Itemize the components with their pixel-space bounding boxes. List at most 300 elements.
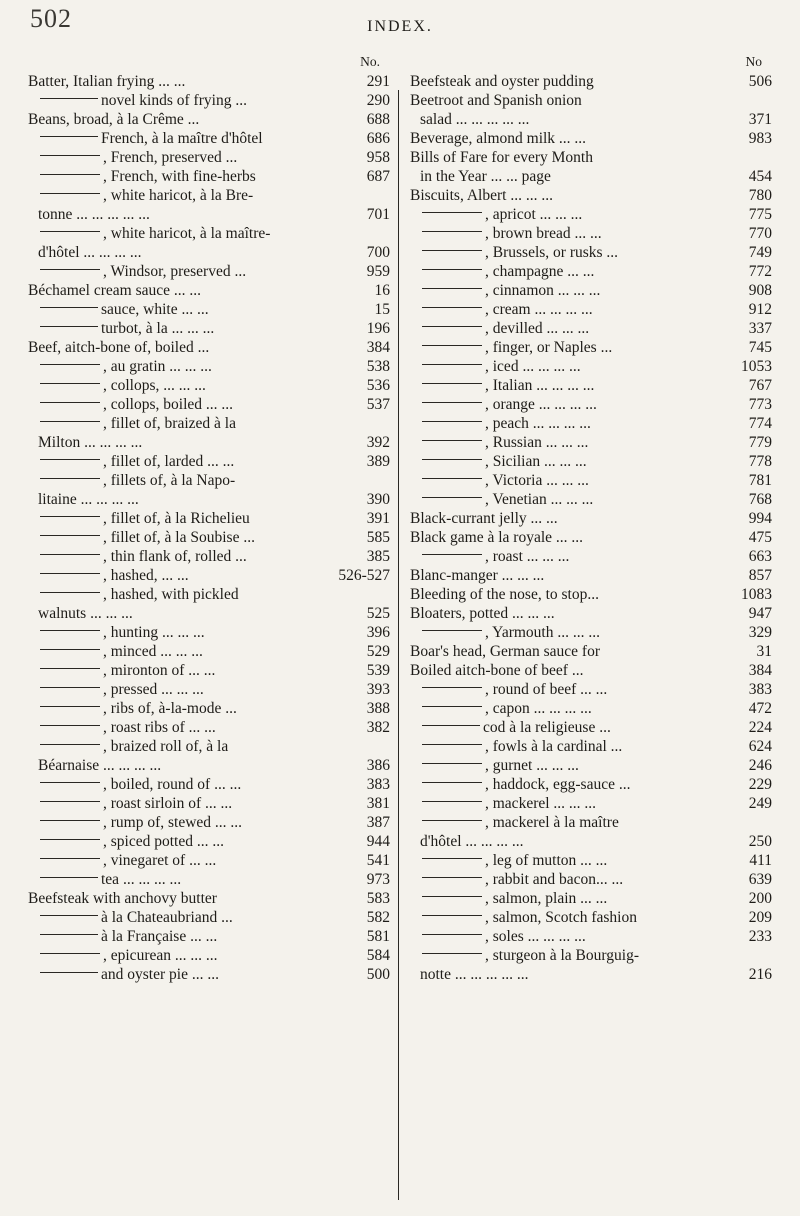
entry-number: 396 xyxy=(363,623,390,642)
entry-number: 393 xyxy=(363,680,390,699)
entry-number: 639 xyxy=(745,870,772,889)
index-entry xyxy=(410,509,772,528)
index-entry xyxy=(410,794,772,813)
entry-number: 229 xyxy=(745,775,772,794)
index-entry xyxy=(410,718,772,737)
entry-number: 391 xyxy=(363,509,390,528)
entry-number: 381 xyxy=(363,794,390,813)
entry-number: 624 xyxy=(745,737,772,756)
ditto-rule xyxy=(422,497,482,498)
entry-text: salad ... ... ... ... ... xyxy=(420,111,530,128)
entry-number: 31 xyxy=(753,642,773,661)
entry-text: , French, with fine-herbs xyxy=(103,168,256,185)
entry-number: 663 xyxy=(745,547,772,566)
entry-text: , haddock, egg-sauce ... xyxy=(485,776,631,793)
ditto-rule xyxy=(422,858,482,859)
entry-text: , sturgeon à la Bourguig- xyxy=(485,947,639,964)
entry-text: turbot, à la ... ... ... xyxy=(101,320,215,337)
entry-number: 780 xyxy=(745,186,772,205)
index-entry xyxy=(410,167,772,186)
index-entry xyxy=(28,395,390,414)
index-entry xyxy=(410,756,772,775)
entry-text: , French, preserved ... xyxy=(103,149,238,166)
index-entry xyxy=(28,946,390,965)
entry-number: 384 xyxy=(745,661,772,680)
entry-text: Beverage, almond milk ... ... xyxy=(410,130,587,147)
ditto-rule xyxy=(422,915,482,916)
entry-number: 196 xyxy=(363,319,390,338)
entry-text: , capon ... ... ... ... xyxy=(485,700,592,717)
ditto-rule xyxy=(422,763,482,764)
entry-number: 233 xyxy=(745,927,772,946)
entry-text: , spiced potted ... ... xyxy=(103,833,224,850)
entry-text: , hashed, with pickled xyxy=(103,586,239,603)
entry-text: litaine ... ... ... ... xyxy=(38,491,139,508)
index-entry xyxy=(410,110,772,129)
entry-number: 773 xyxy=(745,395,772,414)
entry-number: 200 xyxy=(745,889,772,908)
entry-text: d'hôtel ... ... ... ... xyxy=(38,244,142,261)
ditto-rule xyxy=(40,554,100,555)
entry-text: , boiled, round of ... ... xyxy=(103,776,242,793)
ditto-rule xyxy=(40,326,98,327)
index-entry xyxy=(410,832,772,851)
ditto-rule xyxy=(422,801,482,802)
index-entry xyxy=(410,737,772,756)
ditto-rule xyxy=(422,383,482,384)
entry-number: 688 xyxy=(363,110,390,129)
index-entry xyxy=(410,851,772,870)
ditto-rule xyxy=(422,744,482,745)
entry-text: , iced ... ... ... ... xyxy=(485,358,581,375)
index-entry xyxy=(28,832,390,851)
entry-number: 857 xyxy=(745,566,772,585)
index-entry xyxy=(28,110,390,129)
entry-number: 781 xyxy=(745,471,772,490)
index-column-right xyxy=(410,52,772,984)
entry-text: à la Française ... ... xyxy=(101,928,218,945)
index-entry xyxy=(410,224,772,243)
entry-text: , minced ... ... ... xyxy=(103,643,203,660)
ditto-rule xyxy=(40,478,100,479)
ditto-rule xyxy=(422,478,482,479)
entry-text: Béarnaise ... ... ... ... xyxy=(38,757,162,774)
entry-text: , champagne ... ... xyxy=(485,263,595,280)
entry-text: , collops, ... ... ... xyxy=(103,377,206,394)
index-entry xyxy=(28,851,390,870)
entry-text: , ribs of, à-la-mode ... xyxy=(103,700,237,717)
entry-number: 539 xyxy=(363,661,390,680)
entry-text: , salmon, plain ... ... xyxy=(485,890,608,907)
index-entry xyxy=(410,357,772,376)
entry-text: , soles ... ... ... ... xyxy=(485,928,586,945)
entry-number: 779 xyxy=(745,433,772,452)
entry-text: Boar's head, German sauce for xyxy=(410,643,601,660)
index-entry xyxy=(410,452,772,471)
entry-text: , au gratin ... ... ... xyxy=(103,358,212,375)
entry-text: Beetroot and Spanish onion xyxy=(410,92,582,109)
ditto-rule xyxy=(40,877,98,878)
index-entries-left xyxy=(28,72,390,984)
entry-text: tonne ... ... ... ... ... xyxy=(38,206,150,223)
entry-text: , round of beef ... ... xyxy=(485,681,608,698)
entry-number: 16 xyxy=(371,281,391,300)
index-entry xyxy=(28,186,390,205)
index-entry xyxy=(410,946,772,965)
index-entry xyxy=(410,319,772,338)
entry-number: 337 xyxy=(745,319,772,338)
running-head: INDEX. xyxy=(367,18,433,35)
index-entry xyxy=(410,91,772,110)
entry-number: 506 xyxy=(745,72,772,91)
index-entry xyxy=(28,262,390,281)
index-entry xyxy=(410,262,772,281)
index-entry xyxy=(410,490,772,509)
ditto-rule xyxy=(40,744,100,745)
entry-number: 291 xyxy=(363,72,390,91)
ditto-rule xyxy=(40,364,100,365)
ditto-rule xyxy=(40,782,100,783)
ditto-rule xyxy=(422,630,482,631)
entry-text: Beefsteak with anchovy butter xyxy=(28,890,217,907)
index-entry xyxy=(28,661,390,680)
ditto-rule xyxy=(422,250,482,251)
entry-text: , mironton of ... ... xyxy=(103,662,216,679)
entry-text: , Windsor, preserved ... xyxy=(103,263,247,280)
ditto-rule xyxy=(422,307,482,308)
entry-number: 687 xyxy=(363,167,390,186)
ditto-rule xyxy=(40,858,100,859)
entry-text: Batter, Italian frying ... ... xyxy=(28,73,186,90)
index-entry xyxy=(28,490,390,509)
index-entry xyxy=(28,718,390,737)
entry-number: 392 xyxy=(363,433,390,452)
entry-number: 224 xyxy=(745,718,772,737)
entry-number: 329 xyxy=(745,623,772,642)
ditto-rule xyxy=(40,155,100,156)
entry-number: 1083 xyxy=(737,585,772,604)
entry-text: , hunting ... ... ... xyxy=(103,624,205,641)
index-entry xyxy=(28,585,390,604)
entry-text: , fillet of, larded ... ... xyxy=(103,453,235,470)
ditto-rule xyxy=(422,288,482,289)
entry-number: 775 xyxy=(745,205,772,224)
entry-text: , apricot ... ... ... xyxy=(485,206,583,223)
entry-number: 390 xyxy=(363,490,390,509)
index-entry xyxy=(410,604,772,623)
entry-text: , vinegaret of ... ... xyxy=(103,852,217,869)
ditto-rule xyxy=(40,706,100,707)
entry-number: 745 xyxy=(745,338,772,357)
index-entry xyxy=(28,623,390,642)
index-entry xyxy=(28,433,390,452)
ditto-rule xyxy=(40,592,100,593)
entry-number: 959 xyxy=(363,262,390,281)
entry-number: 386 xyxy=(363,756,390,775)
ditto-rule xyxy=(40,459,100,460)
entry-text: Bloaters, potted ... ... ... xyxy=(410,605,555,622)
entry-number: 249 xyxy=(745,794,772,813)
entry-number: 209 xyxy=(745,908,772,927)
entry-number: 944 xyxy=(363,832,390,851)
index-entry xyxy=(28,528,390,547)
entry-text: tea ... ... ... ... xyxy=(101,871,182,888)
entry-number: 538 xyxy=(363,357,390,376)
entry-number: 290 xyxy=(363,91,390,110)
index-entry xyxy=(410,623,772,642)
number-column-heading-right: No xyxy=(745,54,762,69)
ditto-rule xyxy=(422,459,482,460)
entry-number: 536 xyxy=(363,376,390,395)
index-entry xyxy=(410,585,772,604)
entry-text: , epicurean ... ... ... xyxy=(103,947,218,964)
index-entry xyxy=(410,813,772,832)
entry-number: 389 xyxy=(363,452,390,471)
entry-text: Beans, broad, à la Crême ... xyxy=(28,111,200,128)
entry-number: 383 xyxy=(745,680,772,699)
entry-text: French, à la maître d'hôtel xyxy=(101,130,263,147)
index-entry xyxy=(410,927,772,946)
ditto-rule xyxy=(40,801,100,802)
entry-text: , brown bread ... ... xyxy=(485,225,602,242)
index-entry xyxy=(28,547,390,566)
index-entry xyxy=(410,433,772,452)
ditto-rule xyxy=(40,383,100,384)
entry-text: , salmon, Scotch fashion xyxy=(485,909,637,926)
ditto-rule xyxy=(422,706,482,707)
entry-text: , leg of mutton ... ... xyxy=(485,852,608,869)
entry-text: , white haricot, à la Bre- xyxy=(103,187,254,204)
ditto-rule xyxy=(40,421,100,422)
entry-number: 973 xyxy=(363,870,390,889)
index-entry xyxy=(410,186,772,205)
entry-number: 774 xyxy=(745,414,772,433)
entry-text: , Brussels, or rusks ... xyxy=(485,244,619,261)
ditto-rule xyxy=(40,98,98,99)
entry-text: Beefsteak and oyster pudding xyxy=(410,73,594,90)
entry-number: 537 xyxy=(363,395,390,414)
index-entry xyxy=(28,300,390,319)
index-entry xyxy=(410,281,772,300)
entry-text: Béchamel cream sauce ... ... xyxy=(28,282,201,299)
entry-text: , Venetian ... ... ... xyxy=(485,491,594,508)
index-entry xyxy=(28,357,390,376)
entry-text: d'hôtel ... ... ... ... xyxy=(420,833,524,850)
entry-text: , cinnamon ... ... ... xyxy=(485,282,601,299)
ditto-rule xyxy=(422,345,482,346)
entry-text: , Yarmouth ... ... ... xyxy=(485,624,600,641)
entry-text: , roast ... ... ... xyxy=(485,548,570,565)
ditto-rule xyxy=(422,725,480,726)
entry-text: and oyster pie ... ... xyxy=(101,966,219,983)
entry-text: , Sicilian ... ... ... xyxy=(485,453,587,470)
ditto-rule xyxy=(422,896,482,897)
entry-text: , fillet of, braized à la xyxy=(103,415,236,432)
entry-text: Biscuits, Albert ... ... ... xyxy=(410,187,553,204)
index-entry xyxy=(410,376,772,395)
entry-number: 584 xyxy=(363,946,390,965)
entry-text: novel kinds of frying ... xyxy=(101,92,247,109)
index-entry xyxy=(28,452,390,471)
ditto-rule xyxy=(40,972,98,973)
ditto-rule xyxy=(422,554,482,555)
ditto-rule xyxy=(40,934,98,935)
ditto-rule xyxy=(40,668,100,669)
index-entry xyxy=(410,908,772,927)
entry-number: 994 xyxy=(745,509,772,528)
index-entry xyxy=(28,243,390,262)
entry-text: , Victoria ... ... ... xyxy=(485,472,589,489)
entry-number: 581 xyxy=(363,927,390,946)
ditto-rule xyxy=(40,573,100,574)
entry-number: 767 xyxy=(745,376,772,395)
index-entry xyxy=(28,224,390,243)
entry-number: 388 xyxy=(363,699,390,718)
entry-number: 585 xyxy=(363,528,390,547)
page-number: 502 xyxy=(30,4,72,33)
ditto-rule xyxy=(40,174,100,175)
index-entry xyxy=(410,870,772,889)
index-entry xyxy=(28,813,390,832)
index-entry xyxy=(28,566,390,585)
index-entry xyxy=(28,642,390,661)
entry-text: , Russian ... ... ... xyxy=(485,434,589,451)
entry-text: , orange ... ... ... ... xyxy=(485,396,597,413)
entry-number: 749 xyxy=(745,243,772,262)
index-entry xyxy=(28,794,390,813)
index-entry xyxy=(410,528,772,547)
ditto-rule xyxy=(40,269,100,270)
index-entry xyxy=(410,889,772,908)
index-entry xyxy=(28,965,390,984)
index-entry xyxy=(28,91,390,110)
entry-number: 778 xyxy=(745,452,772,471)
index-entry xyxy=(28,509,390,528)
column-divider xyxy=(398,90,399,1200)
entry-number: 472 xyxy=(745,699,772,718)
index-entry xyxy=(28,148,390,167)
index-entry xyxy=(410,338,772,357)
index-entry xyxy=(28,927,390,946)
entry-text: , mackerel à la maître xyxy=(485,814,619,831)
ditto-rule xyxy=(40,307,98,308)
index-entry xyxy=(410,661,772,680)
ditto-rule xyxy=(422,440,482,441)
index-entry xyxy=(410,680,772,699)
entry-number: 500 xyxy=(363,965,390,984)
entry-text: Blanc-manger ... ... ... xyxy=(410,567,545,584)
index-entry xyxy=(28,205,390,224)
ditto-rule xyxy=(422,326,482,327)
index-entry xyxy=(28,414,390,433)
index-entry xyxy=(410,547,772,566)
ditto-rule xyxy=(40,136,98,137)
entry-text: , rabbit and bacon... ... xyxy=(485,871,624,888)
entry-number: 371 xyxy=(745,110,772,129)
ditto-rule xyxy=(422,212,482,213)
ditto-rule xyxy=(40,193,100,194)
entry-number: 958 xyxy=(363,148,390,167)
entry-number: 908 xyxy=(745,281,772,300)
ditto-rule xyxy=(422,934,482,935)
entry-number: 582 xyxy=(363,908,390,927)
entry-text: , fillets of, à la Napo- xyxy=(103,472,236,489)
entry-text: , cream ... ... ... ... xyxy=(485,301,593,318)
entry-text: Black game à la royale ... ... xyxy=(410,529,584,546)
ditto-rule xyxy=(422,782,482,783)
ditto-rule xyxy=(422,269,482,270)
entry-text: , peach ... ... ... ... xyxy=(485,415,591,432)
entry-text: , devilled ... ... ... xyxy=(485,320,590,337)
ditto-rule xyxy=(40,630,100,631)
ditto-rule xyxy=(422,402,482,403)
index-entry xyxy=(28,699,390,718)
ditto-rule xyxy=(40,915,98,916)
entry-number: 383 xyxy=(363,775,390,794)
entry-text: walnuts ... ... ... xyxy=(38,605,133,622)
entry-number: 772 xyxy=(745,262,772,281)
entry-text: sauce, white ... ... xyxy=(101,301,209,318)
index-entry xyxy=(28,129,390,148)
entry-text: , mackerel ... ... ... xyxy=(485,795,597,812)
index-entry xyxy=(28,889,390,908)
ditto-rule xyxy=(422,820,482,821)
entry-number: 216 xyxy=(745,965,772,984)
index-entries-right xyxy=(410,72,772,984)
entry-text: Milton ... ... ... ... xyxy=(38,434,143,451)
entry-number: 454 xyxy=(745,167,772,186)
entry-text: , finger, or Naples ... xyxy=(485,339,613,356)
entry-number: 541 xyxy=(363,851,390,870)
index-column-left xyxy=(28,52,390,984)
index-entry xyxy=(410,243,772,262)
index-entry xyxy=(28,319,390,338)
entry-text: , rump of, stewed ... ... xyxy=(103,814,243,831)
index-entry xyxy=(410,699,772,718)
entry-text: cod à la religieuse ... xyxy=(483,719,611,736)
entry-number: 983 xyxy=(745,129,772,148)
entry-text: , roast sirloin of ... ... xyxy=(103,795,233,812)
entry-number: 475 xyxy=(745,528,772,547)
ditto-rule xyxy=(422,364,482,365)
entry-text: Bleeding of the nose, to stop... xyxy=(410,586,599,603)
entry-number: 768 xyxy=(745,490,772,509)
entry-number: 700 xyxy=(363,243,390,262)
entry-number: 1053 xyxy=(737,357,772,376)
index-entry xyxy=(410,414,772,433)
entry-text: , hashed, ... ... xyxy=(103,567,189,584)
index-entry xyxy=(410,72,772,91)
ditto-rule xyxy=(422,877,482,878)
index-entry xyxy=(410,775,772,794)
index-entry xyxy=(410,642,772,661)
entry-text: notte ... ... ... ... ... xyxy=(420,966,529,983)
ditto-rule xyxy=(422,421,482,422)
index-entry xyxy=(410,205,772,224)
index-entry xyxy=(28,908,390,927)
entry-text: , fillet of, à la Richelieu xyxy=(103,510,250,527)
index-entry xyxy=(28,281,390,300)
entry-text: , collops, boiled ... ... xyxy=(103,396,234,413)
ditto-rule xyxy=(40,820,100,821)
ditto-rule xyxy=(40,649,100,650)
index-entry xyxy=(410,300,772,319)
index-entry xyxy=(28,604,390,623)
entry-text: , roast ribs of ... ... xyxy=(103,719,216,736)
ditto-rule xyxy=(40,953,100,954)
index-entry xyxy=(28,756,390,775)
index-entry xyxy=(410,566,772,585)
